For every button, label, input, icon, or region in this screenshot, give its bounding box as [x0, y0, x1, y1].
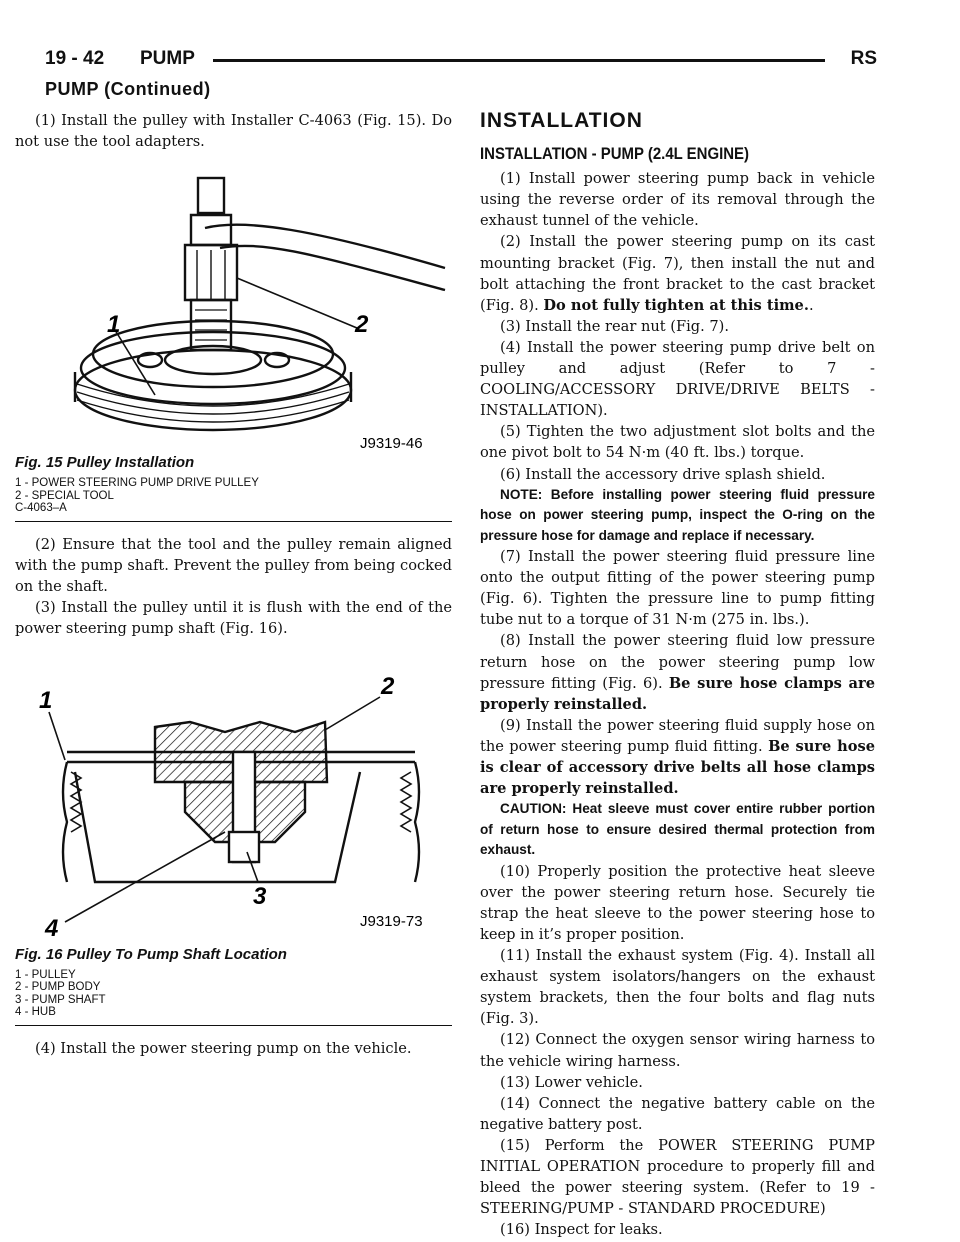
inst-step-3: (3) Install the rear nut (Fig. 7). [500, 317, 729, 335]
inst-step-6: (6) Install the accessory drive splash shield. [500, 465, 826, 483]
pulley-shaft-illustration [15, 652, 452, 942]
continued-heading: PUMP (Continued) [45, 79, 211, 99]
fig16-callout-3: 3 [253, 882, 267, 910]
fig16-legend-1: 1 - PULLEY [15, 968, 76, 981]
step-4: (4) Install the power steering pump on the vehicle. [35, 1040, 412, 1057]
inst-step-2: (2) Install the power steering pump on its cast mounting bracket (Fig. 7), then install the nut and bolt attaching the front bracket to the cast bracket (Fig. 8). Do not fully tighten at this time.. [480, 233, 875, 314]
installation-subheading: INSTALLATION - PUMP (2.4L ENGINE) [480, 144, 750, 164]
caption-rule [15, 521, 452, 522]
inst-step-16: (16) Inspect for leaks. [500, 1221, 663, 1239]
figure-16-caption [15, 944, 452, 1019]
caption-rule [15, 1025, 452, 1026]
figure-16-title: Fig. 16 Pulley To Pump Shaft Location [15, 945, 287, 963]
fig16-code: J9319-73 [360, 912, 423, 930]
fig15-code: J9319-46 [360, 435, 423, 451]
fig16-callout-4: 4 [45, 914, 59, 942]
inst-step-13: (13) Lower vehicle. [500, 1073, 643, 1091]
inst-step-4: (4) Install the power steering pump drive belt on pulley and adjust (Refer to 7 - COOLING/ACCESSORY DRIVE/DRIVE BELTS - INSTALLATION). [480, 338, 875, 420]
pulley-installation-illustration [15, 160, 452, 450]
inst-step-1: (1) Install power steering pump back in vehicle using the reverse order of its removal through the exhaust tunnel of the vehicle. [480, 170, 875, 230]
right-column [480, 110, 875, 1240]
inst-step-12: (12) Connect the oxygen sensor wiring harness to the vehicle wiring harness. [480, 1031, 875, 1070]
fig15-callout-2: 2 [355, 311, 369, 339]
fig15-legend-3: C-4063–A [15, 502, 67, 515]
section-title: PUMP [140, 48, 195, 69]
step-3: (3) Install the pulley until it is flush with the end of the power steering pump shaft (Fig. 16). [15, 599, 452, 638]
figure-15 [15, 160, 452, 522]
fig15-callout-1: 1 [107, 311, 121, 339]
fig16-callout-2: 2 [381, 672, 395, 700]
inst-step-10: (10) Properly position the protective heat sleeve over the power steering return hose. Securely tie strap the heat sleeve to the power steering hose to keep in it’s proper position. [480, 862, 875, 943]
fig16-legend-3: 3 - PUMP SHAFT [15, 993, 106, 1006]
page-header [45, 44, 877, 74]
step-1: (1) Install the pulley with Installer C-4063 (Fig. 15). Do not use the tool adapters. [15, 112, 452, 151]
header-rule [213, 59, 825, 62]
inst-step-9: (9) Install the power steering fluid supply hose on the power steering pump fluid fitting. Be sure hose is clear of accessory drive belts all hose clamps are properly reinstalled. [480, 716, 875, 798]
page-number: 19 - 42 [45, 48, 105, 69]
fig16-legend-2: 2 - PUMP BODY [15, 981, 101, 994]
inst-step-5: (5) Tighten the two adjustment slot bolts and the one pivot bolt to 54 N·m (40 ft. lbs.) torque. [480, 423, 875, 462]
caution-heat-sleeve: CAUTION: Heat sleeve must cover entire rubber portion of return hose to ensure desired thermal protection from exhaust. [480, 801, 875, 858]
inst-step-8: (8) Install the power steering fluid low pressure return hose on the power steering pump low pressure fitting (Fig. 6). Be sure hose clamps are properly reinstalled. [480, 632, 875, 713]
brand-code: RS [850, 48, 877, 69]
inst-step-11: (11) Install the exhaust system (Fig. 4). Install all exhaust system isolators/hangers on the exhaust system brackets, then the four bolts and flag nuts (Fig. 3). [480, 947, 875, 1028]
installation-heading: INSTALLATION [480, 109, 643, 132]
fig16-callout-1: 1 [39, 686, 53, 714]
note-oring: NOTE: Before installing power steering fluid pressure hose on power steering pump, inspect the O-ring on the pressure hose for damage and replace if necessary. [480, 486, 875, 543]
figure-16 [15, 652, 452, 1026]
fig16-legend-4: 4 - HUB [15, 1006, 56, 1019]
fig15-legend-1: 1 - POWER STEERING PUMP DRIVE PULLEY [15, 477, 259, 490]
left-column [15, 110, 452, 1059]
figure-15-caption [15, 452, 452, 515]
fig15-legend-2: 2 - SPECIAL TOOL [15, 489, 114, 502]
inst-step-15: (15) Perform the POWER STEERING PUMP INITIAL OPERATION procedure to properly fill and bleed the power steering system. (Refer to 19 - STEERING/PUMP - STANDARD PROCEDURE) [480, 1136, 875, 1218]
inst-step-14: (14) Connect the negative battery cable on the negative battery post. [480, 1094, 875, 1133]
figure-15-title: Fig. 15 Pulley Installation [15, 454, 195, 472]
inst-step-7: (7) Install the power steering fluid pressure line onto the output fitting of the power steering pump (Fig. 6). Tighten the pressure line to pump fitting tube nut to a torque of 31 N·m (275 in. lbs.). [480, 548, 875, 629]
step-2: (2) Ensure that the tool and the pulley remain aligned with the pump shaft. Prevent the pulley from being cocked on the shaft. [15, 536, 452, 596]
